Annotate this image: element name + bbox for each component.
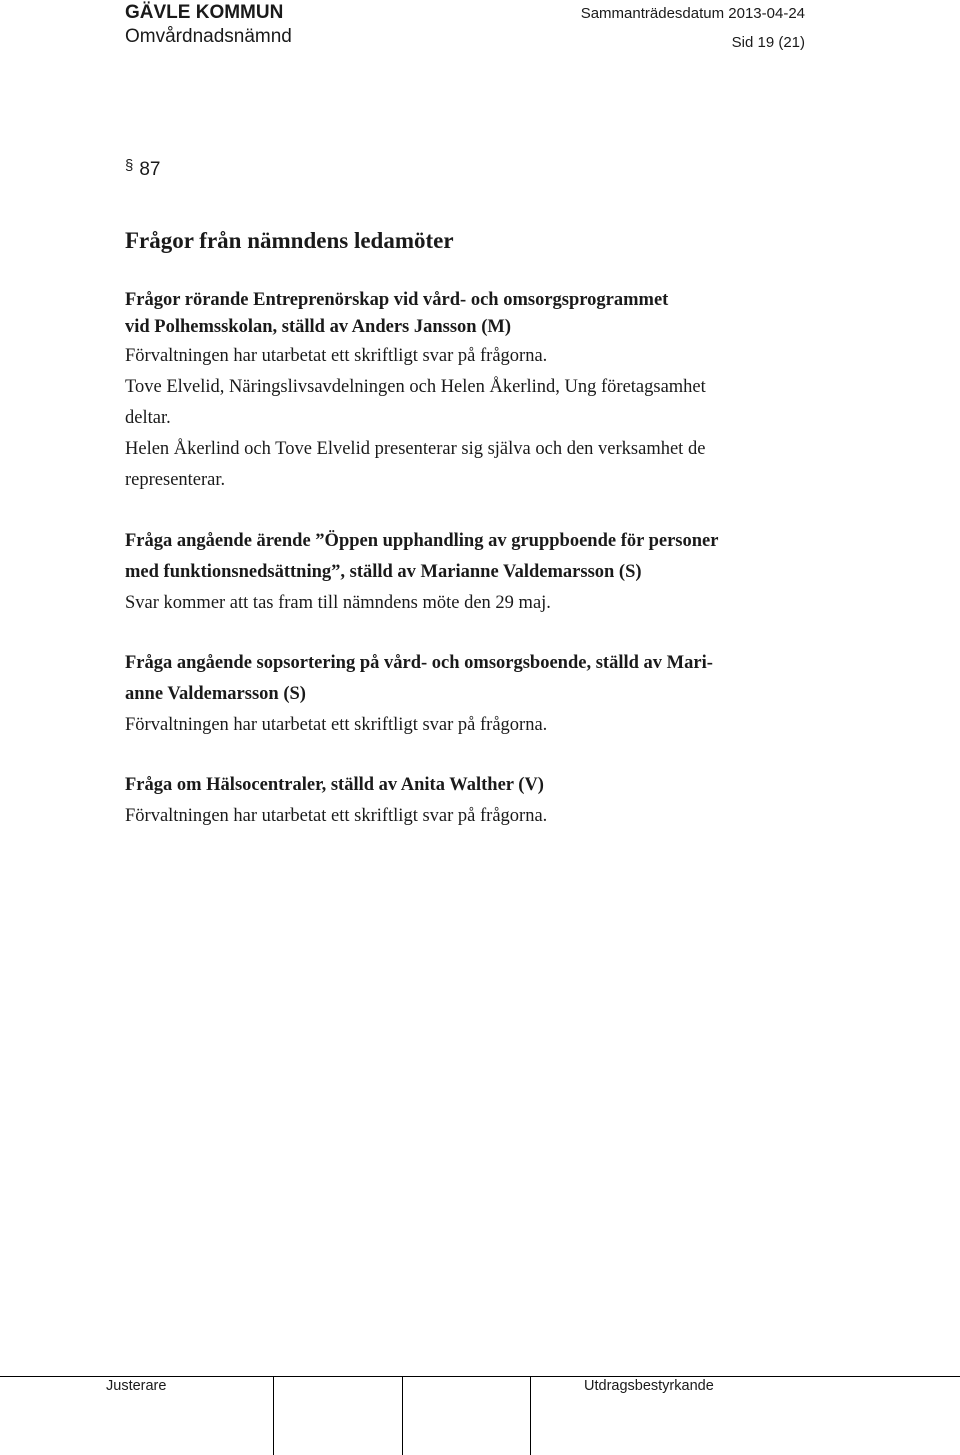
- question-item: [125, 648, 815, 741]
- question-heading-line: med funktionsnedsättning”, ställd av Marianne Valdemarsson (S): [125, 562, 642, 582]
- section-symbol: §: [125, 157, 134, 174]
- organization-name: GÄVLE KOMMUN: [125, 2, 284, 23]
- footer-divider: [402, 1376, 403, 1455]
- department-name: Omvårdnadsnämnd: [125, 26, 292, 47]
- page-number: Sid 19 (21): [731, 34, 805, 51]
- question-heading-line: Fråga om Hälsocentraler, ställd av Anita Walther (V): [125, 775, 544, 795]
- question-item: [125, 526, 815, 619]
- question-body-line: Förvaltningen har utarbetat ett skriftligt svar på frågorna.: [125, 715, 548, 735]
- question-heading-line: anne Valdemarsson (S): [125, 684, 306, 704]
- question-body-line: Helen Åkerlind och Tove Elvelid presenterar sig själva och den verksamhet de: [125, 439, 706, 459]
- question-heading-line: Fråga angående ärende ”Öppen upphandling av gruppboende för personer: [125, 531, 719, 551]
- question-item: [125, 770, 815, 832]
- question-body-line: Svar kommer att tas fram till nämndens möte den 29 maj.: [125, 593, 551, 613]
- footer-justerare-label: Justerare: [106, 1378, 167, 1394]
- question-heading-line: vid Polhemsskolan, ställd av Anders Jansson (M): [125, 317, 511, 337]
- question-heading-line: Fråga angående sopsortering på vård- och omsorgsboende, ställd av Mari-: [125, 653, 713, 673]
- question-item: [125, 287, 815, 496]
- footer-divider: [273, 1376, 274, 1455]
- question-body-line: deltar.: [125, 408, 171, 428]
- question-heading-line: Frågor rörande Entreprenörskap vid vård- och omsorgsprogrammet: [125, 290, 669, 310]
- footer-divider: [530, 1376, 531, 1455]
- question-body-line: Tove Elvelid, Näringslivsavdelningen och Helen Åkerlind, Ung företagsamhet: [125, 377, 706, 397]
- question-body-line: representerar.: [125, 470, 226, 490]
- footer-utdragsbestyrkande-label: Utdragsbestyrkande: [584, 1378, 714, 1394]
- meeting-date: Sammanträdesdatum 2013-04-24: [580, 5, 805, 22]
- question-body-line: Förvaltningen har utarbetat ett skriftligt svar på frågorna.: [125, 806, 548, 826]
- section-number-value: 87: [139, 159, 161, 180]
- page-title: Frågor från nämndens ledamöter: [125, 228, 454, 253]
- section-number: [125, 158, 160, 182]
- question-body-line: Förvaltningen har utarbetat ett skriftligt svar på frågorna.: [125, 346, 548, 366]
